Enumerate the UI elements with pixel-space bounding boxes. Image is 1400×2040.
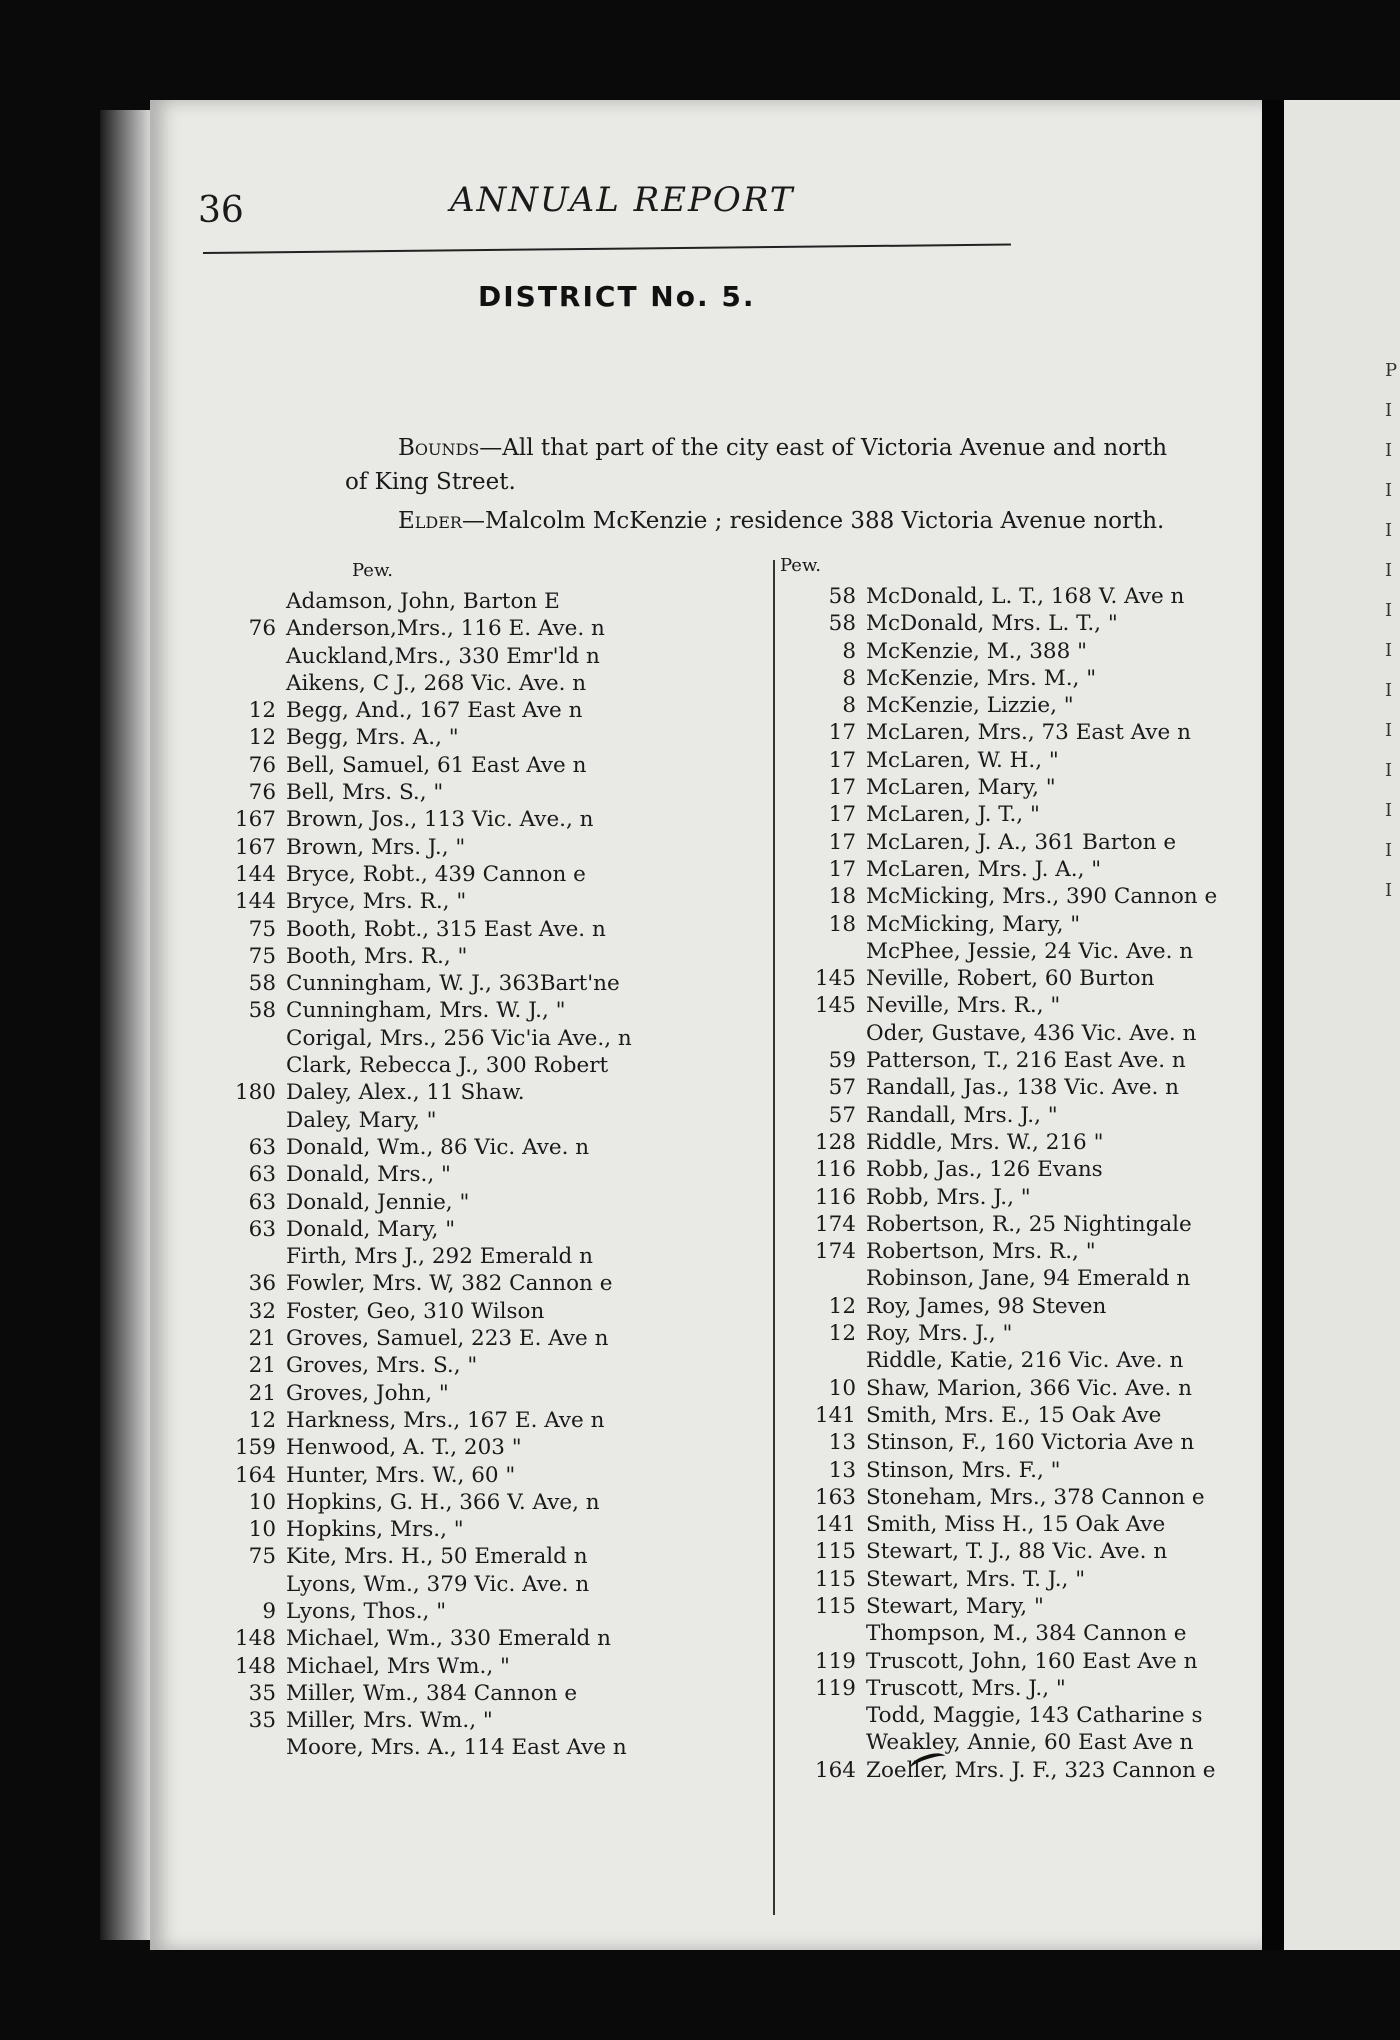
list-item <box>780 856 1300 883</box>
member-entry: Daley, Alex., 11 Shaw. <box>286 1080 525 1106</box>
pew-number <box>200 643 286 670</box>
elder-label: Elder <box>398 508 462 534</box>
member-entry: Henwood, A. T., 203 " <box>286 1435 522 1461</box>
running-title: ANNUAL REPORT <box>450 180 795 220</box>
member-entry: McDonald, Mrs. L. T., " <box>866 611 1118 637</box>
list-item <box>200 997 760 1024</box>
list-item <box>780 1184 1300 1211</box>
member-entry: McLaren, Mary, " <box>866 775 1056 801</box>
pew-number: 141 <box>814 1402 856 1428</box>
pew-number: 76 <box>248 752 276 778</box>
member-entry: Roy, James, 98 Steven <box>866 1293 1107 1319</box>
list-item <box>780 1675 1300 1702</box>
pew-number: 174 <box>814 1211 856 1237</box>
pew-number: 116 <box>814 1184 856 1210</box>
right-page-fragment: I <box>1385 720 1393 741</box>
list-item <box>780 1457 1300 1484</box>
list-item <box>780 938 1300 965</box>
list-item <box>780 1238 1300 1265</box>
pew-number: 57 <box>828 1102 856 1128</box>
pew-number: 17 <box>828 802 856 828</box>
elder-text: —Malcolm McKenzie ; residence 388 Victoria Avenue north. <box>461 508 1165 534</box>
member-entry: Thompson, M., 384 Cannon e <box>866 1621 1187 1647</box>
list-item <box>200 1134 760 1161</box>
pew-number: 35 <box>248 1680 276 1706</box>
member-entry: Auckland,Mrs., 330 Emr'ld n <box>286 643 600 669</box>
member-entry: McMicking, Mary, " <box>866 911 1081 937</box>
pew-number: 21 <box>248 1353 276 1379</box>
pew-number: 17 <box>828 747 856 773</box>
list-item <box>780 692 1300 719</box>
pew-number: 10 <box>248 1517 276 1543</box>
list-item <box>780 1729 1300 1756</box>
member-entry: Aikens, C J., 268 Vic. Ave. n <box>286 670 587 696</box>
list-item <box>780 1702 1300 1729</box>
member-entry: Donald, Mary, " <box>286 1216 456 1242</box>
pew-number <box>780 1729 866 1756</box>
list-item <box>780 883 1300 910</box>
member-entry: Donald, Wm., 86 Vic. Ave. n <box>286 1134 590 1160</box>
right-page-fragment: I <box>1385 760 1393 781</box>
member-entry: Miller, Wm., 384 Cannon e <box>286 1680 578 1706</box>
pew-number <box>780 1265 866 1292</box>
member-entry: Hunter, Mrs. W., 60 " <box>286 1462 516 1488</box>
list-item <box>780 911 1300 938</box>
pew-number: 18 <box>828 911 856 937</box>
pew-number: 63 <box>248 1189 276 1215</box>
right-page-fragment: I <box>1385 840 1393 861</box>
list-item <box>200 643 760 670</box>
pew-number <box>200 1571 286 1598</box>
left-column <box>200 560 760 1762</box>
list-item <box>200 1407 760 1434</box>
member-entry: Groves, Mrs. S., " <box>286 1353 478 1379</box>
member-entry: Truscott, Mrs. J., " <box>866 1675 1066 1701</box>
pew-number <box>780 938 866 965</box>
list-item <box>200 1161 760 1188</box>
member-entry: Begg, Mrs. A., " <box>286 725 459 751</box>
pew-number <box>200 1107 286 1134</box>
member-entry: Firth, Mrs J., 292 Emerald n <box>286 1244 593 1270</box>
right-page-fragment: I <box>1385 800 1393 821</box>
right-page-fragment: I <box>1385 600 1393 621</box>
list-item <box>780 1538 1300 1565</box>
member-entry: McKenzie, Mrs. M., " <box>866 665 1097 691</box>
member-entry: Todd, Maggie, 143 Catharine s <box>866 1703 1203 1729</box>
list-item <box>780 1566 1300 1593</box>
right-page-fragment: I <box>1385 440 1393 461</box>
member-entry: McMicking, Mrs., 390 Cannon e <box>866 884 1218 910</box>
right-page-fragment: I <box>1385 400 1393 421</box>
member-entry: Michael, Wm., 330 Emerald n <box>286 1626 611 1652</box>
member-entry: McLaren, Mrs., 73 East Ave n <box>866 720 1191 746</box>
member-entry: Bryce, Mrs. R., " <box>286 889 467 915</box>
list-item <box>200 588 760 615</box>
list-item <box>200 670 760 697</box>
list-item <box>200 970 760 997</box>
pew-number: 12 <box>248 725 276 751</box>
member-entry: Riddle, Katie, 216 Vic. Ave. n <box>866 1348 1184 1374</box>
member-entry: Michael, Mrs Wm., " <box>286 1653 510 1679</box>
pew-number: 35 <box>248 1708 276 1734</box>
right-page-fragment: I <box>1385 480 1393 501</box>
pew-number: 12 <box>248 1407 276 1433</box>
member-entry: Corigal, Mrs., 256 Vic'ia Ave., n <box>286 1025 632 1051</box>
pew-number: 75 <box>248 943 276 969</box>
member-entry: Zoeller, Mrs. J. F., 323 Cannon e <box>866 1757 1216 1783</box>
list-item <box>200 1543 760 1570</box>
pew-number: 10 <box>248 1489 276 1515</box>
pew-number <box>780 1620 866 1647</box>
list-item <box>200 615 760 642</box>
list-item <box>780 1620 1300 1647</box>
list-item <box>780 1211 1300 1238</box>
list-item <box>780 1375 1300 1402</box>
pew-number: 145 <box>814 993 856 1019</box>
member-entry: McPhee, Jessie, 24 Vic. Ave. n <box>866 938 1194 964</box>
member-entry: Stinson, Mrs. F., " <box>866 1457 1061 1483</box>
list-item <box>780 965 1300 992</box>
member-entry: Bell, Mrs. S., " <box>286 780 444 806</box>
list-item <box>200 1079 760 1106</box>
list-item <box>200 1653 760 1680</box>
member-entry: Miller, Mrs. Wm., " <box>286 1708 493 1734</box>
pew-number: 63 <box>248 1134 276 1160</box>
list-item <box>200 943 760 970</box>
list-item <box>200 1270 760 1297</box>
pew-number: 128 <box>814 1129 856 1155</box>
pew-number: 167 <box>234 834 276 860</box>
list-item <box>200 1243 760 1270</box>
pew-number: 58 <box>248 998 276 1024</box>
bounds-label: Bounds <box>398 435 480 461</box>
pew-number: 12 <box>248 698 276 724</box>
list-item <box>780 583 1300 610</box>
list-item <box>780 1020 1300 1047</box>
list-item <box>780 1074 1300 1101</box>
member-entry: Cunningham, Mrs. W. J., " <box>286 998 566 1024</box>
list-item <box>200 1625 760 1652</box>
member-entry: Anderson,Mrs., 116 E. Ave. n <box>286 616 605 642</box>
pew-number: 115 <box>814 1566 856 1592</box>
column-divider <box>773 560 775 1915</box>
list-item <box>780 610 1300 637</box>
member-entry: Booth, Mrs. R., " <box>286 943 468 969</box>
pew-number: 148 <box>234 1626 276 1652</box>
page-number: 36 <box>198 190 244 231</box>
list-item <box>200 888 760 915</box>
member-entry: Donald, Mrs., " <box>286 1162 451 1188</box>
list-item <box>780 1757 1300 1784</box>
list-item <box>780 638 1300 665</box>
pew-number: 57 <box>828 1075 856 1101</box>
district-title: DISTRICT No. 5. <box>478 280 756 313</box>
member-entry: Smith, Miss H., 15 Oak Ave <box>866 1512 1166 1538</box>
right-page-fragment: I <box>1385 880 1393 901</box>
list-item <box>200 806 760 833</box>
list-item <box>780 1129 1300 1156</box>
member-entry: McLaren, Mrs. J. A., " <box>866 856 1102 882</box>
pew-number: 8 <box>842 638 856 664</box>
pew-number <box>200 1243 286 1270</box>
pew-number: 115 <box>814 1593 856 1619</box>
pew-number: 75 <box>248 1544 276 1570</box>
list-item <box>200 916 760 943</box>
member-entry: Kite, Mrs. H., 50 Emerald n <box>286 1544 588 1570</box>
member-entry: Riddle, Mrs. W., 216 " <box>866 1129 1104 1155</box>
pew-number: 116 <box>814 1157 856 1183</box>
bounds-continuation: of King Street. <box>345 469 516 495</box>
member-entry: Oder, Gustave, 436 Vic. Ave. n <box>866 1020 1197 1046</box>
list-item <box>780 719 1300 746</box>
pew-number: 163 <box>814 1484 856 1510</box>
pew-number: 12 <box>828 1293 856 1319</box>
member-entry: Robb, Mrs. J., " <box>866 1184 1031 1210</box>
right-page-fragment: P <box>1385 360 1398 381</box>
list-item <box>780 1265 1300 1292</box>
list-item <box>780 747 1300 774</box>
member-entry: Bryce, Robt., 439 Cannon e <box>286 861 586 887</box>
list-item <box>200 1489 760 1516</box>
list-item <box>200 834 760 861</box>
bounds-paragraph <box>398 432 1218 464</box>
member-entry: Brown, Mrs. J., " <box>286 834 466 860</box>
member-entry: Booth, Robt., 315 East Ave. n <box>286 916 606 942</box>
list-item <box>780 665 1300 692</box>
pew-number: 141 <box>814 1512 856 1538</box>
member-entry: McLaren, W. H., " <box>866 747 1059 773</box>
pew-number <box>200 1734 286 1761</box>
member-entry: McKenzie, Lizzie, " <box>866 693 1074 719</box>
member-entry: Fowler, Mrs. W, 382 Cannon e <box>286 1271 613 1297</box>
list-item <box>200 1462 760 1489</box>
member-entry: Begg, And., 167 East Ave n <box>286 698 583 724</box>
list-item <box>200 1025 760 1052</box>
pew-number: 17 <box>828 856 856 882</box>
list-item <box>780 1402 1300 1429</box>
member-entry: Stewart, Mrs. T. J., " <box>866 1566 1086 1592</box>
member-entry: Robinson, Jane, 94 Emerald n <box>866 1266 1191 1292</box>
pew-number: 13 <box>828 1430 856 1456</box>
pew-number: 58 <box>248 971 276 997</box>
list-item <box>780 1429 1300 1456</box>
list-item <box>780 1102 1300 1129</box>
member-entry: Patterson, T., 216 East Ave. n <box>866 1048 1186 1074</box>
pew-number: 58 <box>828 584 856 609</box>
member-entry: Shaw, Marion, 366 Vic. Ave. n <box>866 1375 1193 1401</box>
member-entry: Adamson, John, Barton E <box>286 589 560 614</box>
list-item <box>200 861 760 888</box>
member-entry: Groves, John, " <box>286 1380 449 1406</box>
member-entry: McLaren, J. A., 361 Barton e <box>866 829 1177 855</box>
list-item <box>200 779 760 806</box>
pew-number: 164 <box>814 1757 856 1783</box>
right-page-fragment: I <box>1385 520 1393 541</box>
list-item <box>200 1571 760 1598</box>
elder-paragraph <box>398 505 1218 537</box>
list-item <box>780 774 1300 801</box>
member-entry: Neville, Robert, 60 Burton <box>866 966 1155 992</box>
pew-number: 21 <box>248 1326 276 1352</box>
right-page-fragment: I <box>1385 560 1393 581</box>
pew-number: 8 <box>842 665 856 691</box>
pew-number: 17 <box>828 829 856 855</box>
member-entry: Robertson, R., 25 Nightingale <box>866 1211 1192 1237</box>
pew-number: 63 <box>248 1216 276 1242</box>
list-item <box>200 1352 760 1379</box>
member-entry: McLaren, J. T., " <box>866 802 1040 828</box>
list-item <box>780 992 1300 1019</box>
pew-number: 10 <box>828 1375 856 1401</box>
list-item <box>780 1320 1300 1347</box>
member-entry: Neville, Mrs. R., " <box>866 993 1061 1019</box>
list-item <box>780 1648 1300 1675</box>
pew-number: 59 <box>828 1048 856 1074</box>
right-page-fragment: I <box>1385 680 1393 701</box>
list-item <box>200 1325 760 1352</box>
list-item <box>200 697 760 724</box>
right-entry-list <box>780 583 1300 1784</box>
pew-number <box>780 1020 866 1047</box>
member-entry: Foster, Geo, 310 Wilson <box>286 1298 545 1324</box>
pew-number <box>780 1702 866 1729</box>
pew-number: 148 <box>234 1653 276 1679</box>
member-entry: Moore, Mrs. A., 114 East Ave n <box>286 1735 627 1761</box>
pew-number: 144 <box>234 861 276 887</box>
pew-number: 164 <box>234 1462 276 1488</box>
pew-number: 8 <box>842 693 856 719</box>
pew-number: 119 <box>814 1648 856 1674</box>
member-entry: Daley, Mary, " <box>286 1107 437 1133</box>
list-item <box>200 1516 760 1543</box>
pew-number <box>780 1347 866 1374</box>
member-entry: McDonald, L. T., 168 V. Ave n <box>866 584 1185 609</box>
pew-number <box>200 1025 286 1052</box>
member-entry: McKenzie, M., 388 " <box>866 638 1087 664</box>
list-item <box>200 1052 760 1079</box>
pew-number: 119 <box>814 1675 856 1701</box>
pew-number: 159 <box>234 1435 276 1461</box>
list-item <box>200 752 760 779</box>
right-page-edge <box>1284 100 1400 1950</box>
pew-number <box>200 588 286 615</box>
list-item <box>200 1707 760 1734</box>
pew-number: 58 <box>828 611 856 637</box>
pew-number: 17 <box>828 720 856 746</box>
list-item <box>200 1598 760 1625</box>
member-entry: Bell, Samuel, 61 East Ave n <box>286 752 587 778</box>
pew-header-left: Pew. <box>352 560 393 581</box>
pew-number: 76 <box>248 780 276 806</box>
list-item <box>780 1347 1300 1374</box>
list-item <box>200 724 760 751</box>
list-item <box>200 1734 760 1761</box>
list-item <box>200 1189 760 1216</box>
member-entry: Lyons, Wm., 379 Vic. Ave. n <box>286 1571 590 1597</box>
list-item <box>780 801 1300 828</box>
list-item <box>780 1293 1300 1320</box>
list-item <box>200 1680 760 1707</box>
member-entry: Robertson, Mrs. R., " <box>866 1239 1096 1265</box>
pew-number: 9 <box>262 1598 276 1624</box>
member-entry: Clark, Rebecca J., 300 Robert <box>286 1053 609 1079</box>
pew-number: 75 <box>248 916 276 942</box>
member-entry: Randall, Mrs. J., " <box>866 1102 1058 1128</box>
list-item <box>200 1216 760 1243</box>
pew-number: 144 <box>234 889 276 915</box>
pew-number: 17 <box>828 775 856 801</box>
list-item <box>780 1484 1300 1511</box>
member-entry: Hopkins, Mrs., " <box>286 1517 464 1543</box>
member-entry: Brown, Jos., 113 Vic. Ave., n <box>286 807 594 833</box>
pew-number <box>200 1052 286 1079</box>
pew-number: 174 <box>814 1239 856 1265</box>
pew-number: 21 <box>248 1380 276 1406</box>
member-entry: Groves, Samuel, 223 E. Ave n <box>286 1326 609 1352</box>
pew-number: 167 <box>234 807 276 833</box>
member-entry: Stewart, T. J., 88 Vic. Ave. n <box>866 1539 1168 1565</box>
pew-number <box>200 670 286 697</box>
right-page-fragment: I <box>1385 640 1393 661</box>
member-entry: Donald, Jennie, " <box>286 1189 470 1215</box>
member-entry: Hopkins, G. H., 366 V. Ave, n <box>286 1489 600 1515</box>
pew-number: 32 <box>248 1298 276 1324</box>
member-entry: Weakley, Annie, 60 East Ave n <box>866 1730 1194 1756</box>
list-item <box>200 1380 760 1407</box>
member-entry: Lyons, Thos., " <box>286 1598 447 1624</box>
member-entry: Stinson, F., 160 Victoria Ave n <box>866 1430 1195 1456</box>
list-item <box>780 1156 1300 1183</box>
pew-number: 12 <box>828 1321 856 1347</box>
list-item <box>200 1298 760 1325</box>
pew-number: 36 <box>248 1271 276 1297</box>
member-entry: Stewart, Mary, " <box>866 1593 1044 1619</box>
pew-number: 18 <box>828 884 856 910</box>
member-entry: Harkness, Mrs., 167 E. Ave n <box>286 1407 605 1433</box>
pew-number: 115 <box>814 1539 856 1565</box>
member-entry: Robb, Jas., 126 Evans <box>866 1157 1103 1183</box>
list-item <box>780 829 1300 856</box>
list-item <box>200 1107 760 1134</box>
member-entry: Randall, Jas., 138 Vic. Ave. n <box>866 1075 1179 1101</box>
list-item <box>200 1434 760 1461</box>
pew-number: 76 <box>248 616 276 642</box>
list-item <box>780 1511 1300 1538</box>
member-entry: Truscott, John, 160 East Ave n <box>866 1648 1198 1674</box>
member-entry: Stoneham, Mrs., 378 Cannon e <box>866 1484 1205 1510</box>
right-column <box>780 555 1300 1784</box>
pew-header-right: Pew. <box>780 555 821 576</box>
list-item <box>780 1047 1300 1074</box>
member-entry: Cunningham, W. J., 363Bart'ne <box>286 971 620 997</box>
left-entry-list <box>200 588 760 1762</box>
pew-number: 13 <box>828 1457 856 1483</box>
bounds-text: —All that part of the city east of Victoria Avenue and north <box>479 435 1168 461</box>
list-item <box>780 1593 1300 1620</box>
pew-number: 145 <box>814 966 856 992</box>
pew-number: 180 <box>234 1080 276 1106</box>
member-entry: Smith, Mrs. E., 15 Oak Ave <box>866 1402 1162 1428</box>
member-entry: Roy, Mrs. J., " <box>866 1321 1013 1347</box>
pew-number: 63 <box>248 1162 276 1188</box>
